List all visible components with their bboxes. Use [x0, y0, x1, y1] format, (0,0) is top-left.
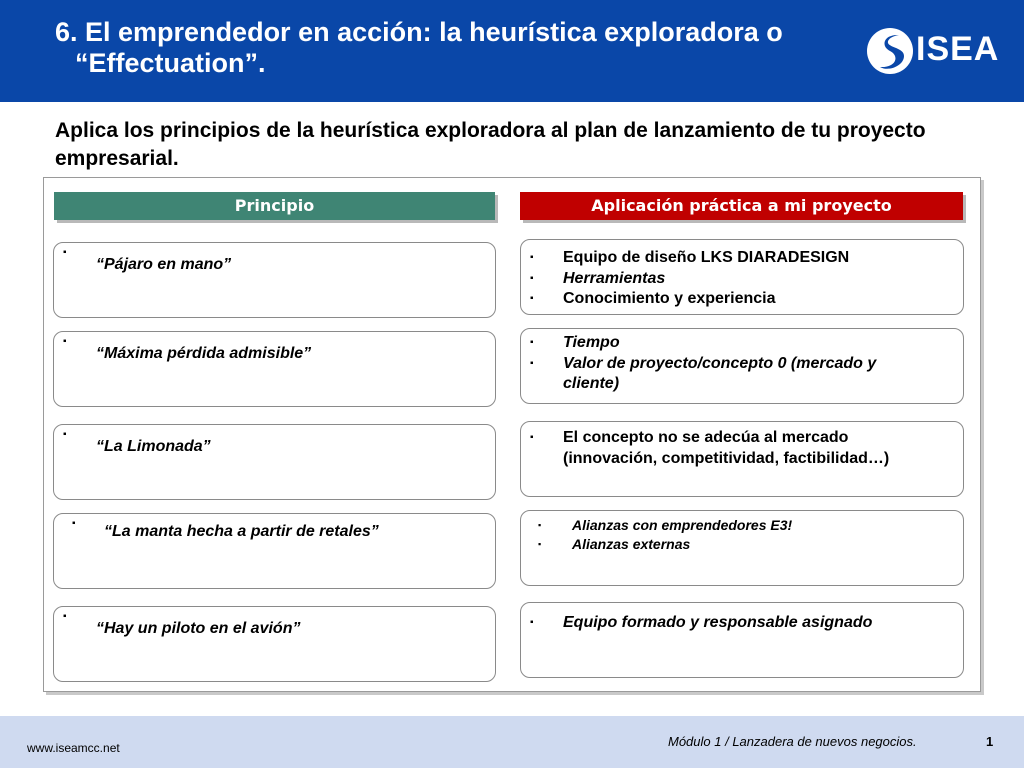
application-box [520, 239, 964, 315]
footer-url: www.iseamcc.net [27, 741, 120, 755]
instruction-text: Aplica los principios de la heurística exploradora al plan de lanzamiento de tu proyecto empresarial. [55, 119, 926, 170]
principle-box [53, 331, 496, 407]
application-box [520, 328, 964, 404]
logo-text: ISEA [916, 30, 1000, 68]
principle-item [54, 332, 495, 365]
principle-item [54, 243, 495, 276]
application-list [521, 240, 963, 310]
bullet-icon: ▪ [538, 539, 542, 549]
principle-box [53, 242, 496, 318]
principle-box [53, 424, 496, 500]
application-item [521, 269, 963, 290]
application-item [521, 535, 963, 554]
application-list [521, 603, 963, 634]
application-item [521, 354, 913, 395]
application-text: Equipo de diseño LKS DIARADESIGN [563, 249, 850, 266]
principle-text: “Máxima pérdida admisible” [96, 345, 312, 362]
isea-logo-icon [866, 26, 914, 76]
application-item [521, 613, 963, 634]
bullet-icon: ▪ [530, 252, 534, 263]
principle-text: “Hay un piloto en el avión” [96, 620, 301, 637]
application-item [521, 333, 963, 354]
slide-title [55, 17, 845, 79]
application-list [521, 511, 963, 554]
bullet-icon: ▪ [63, 611, 67, 622]
title-line-1: 6. El emprendedor en acción: la heurística exploradora o [55, 17, 783, 47]
bullet-icon: ▪ [530, 357, 534, 369]
footer-module: Módulo 1 / Lanzadera de nuevos negocios. [668, 734, 917, 749]
application-item [521, 516, 963, 535]
application-text: Conocimiento y experiencia [563, 290, 776, 307]
page-number: 1 [986, 734, 994, 749]
application-text: Tiempo [563, 334, 620, 351]
application-box [520, 602, 964, 678]
application-list [521, 329, 963, 395]
principle-box [53, 606, 496, 682]
principle-text: “Pájaro en mano” [96, 256, 232, 273]
application-text: Alianzas externas [572, 536, 691, 552]
principle-box [53, 513, 496, 589]
bullet-icon: ▪ [63, 429, 67, 440]
bullet-icon: ▪ [530, 432, 534, 443]
title-line-2: “Effectuation”. [75, 48, 266, 78]
bullet-icon: ▪ [530, 617, 534, 628]
application-box [520, 421, 964, 497]
bullet-icon: ▪ [530, 337, 534, 348]
bullet-icon: ▪ [63, 336, 67, 347]
application-item [521, 248, 963, 269]
isea-logo [866, 26, 1000, 78]
bullet-icon: ▪ [530, 272, 534, 284]
application-list [521, 422, 963, 469]
principle-item [54, 607, 495, 640]
bullet-icon: ▪ [63, 247, 67, 258]
application-item [521, 289, 963, 310]
application-text: Valor de proyecto/concepto 0 (mercado y cliente) [563, 354, 877, 392]
application-text: Equipo formado y responsable asignado [563, 614, 873, 631]
application-text: El concepto no se adecúa al mercado (innovación, competitividad, factibilidad…) [563, 429, 890, 467]
principle-item [54, 425, 495, 458]
bullet-icon: ▪ [530, 293, 534, 304]
application-box [520, 510, 964, 586]
principle-item [54, 514, 495, 543]
application-column-header: Aplicación práctica a mi proyecto [520, 192, 963, 220]
header-bar [0, 0, 1024, 102]
bullet-icon: ▪ [72, 518, 76, 529]
principle-text: “La manta hecha a partir de retales” [104, 523, 379, 540]
application-item [521, 428, 933, 469]
application-text: Alianzas con emprendedores E3! [572, 517, 793, 533]
principle-text: “La Limonada” [96, 438, 211, 455]
application-text: Herramientas [563, 269, 666, 287]
bullet-icon: ▪ [538, 520, 542, 530]
principle-column-header: Principio [54, 192, 495, 220]
